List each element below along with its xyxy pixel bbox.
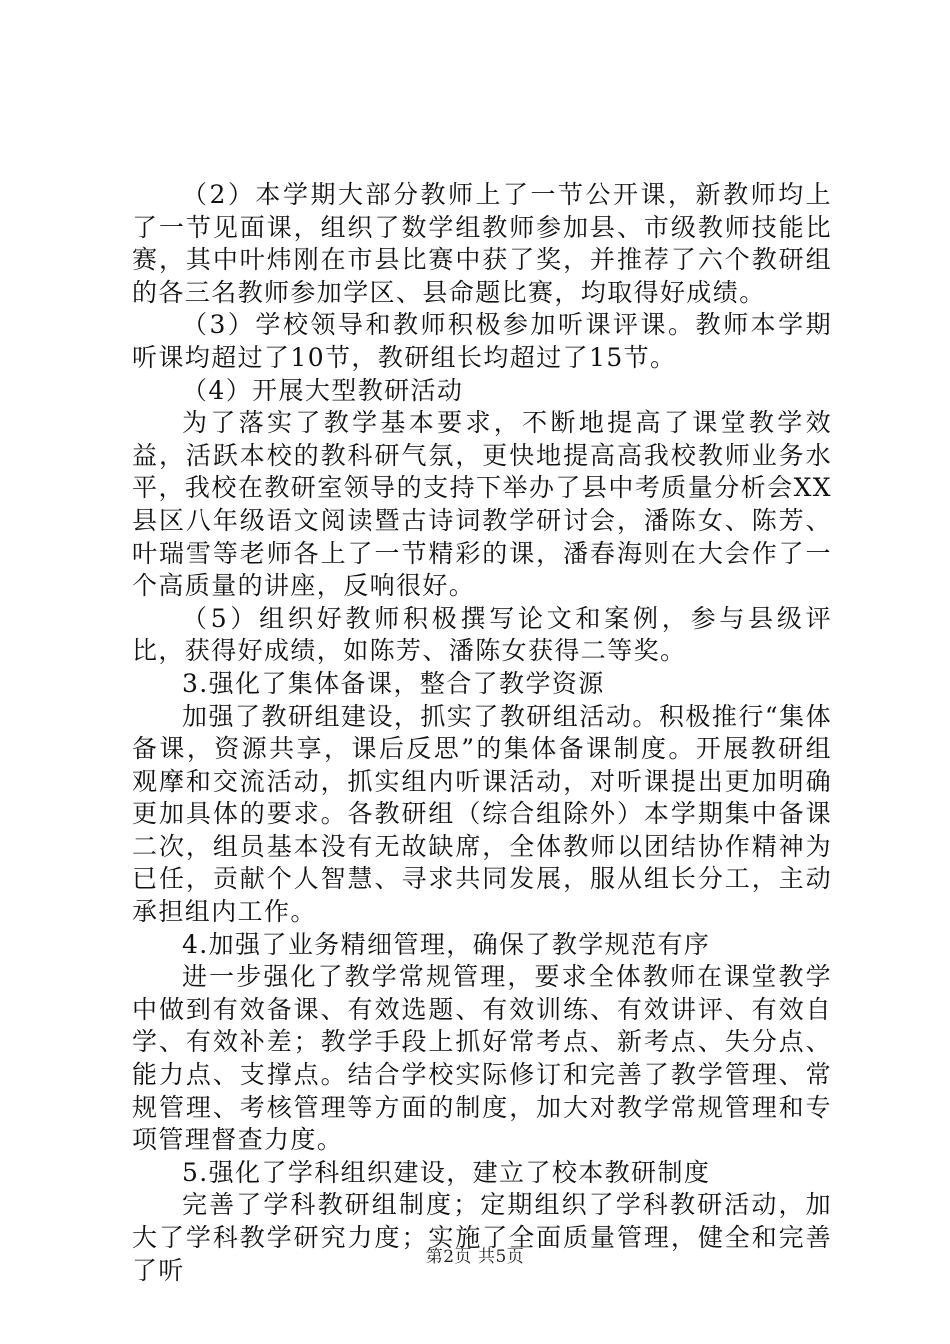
paragraph-papers-cases: （5）组织好教师积极撰写论文和案例，参与县级评比，获得好成绩，如陈芳、潘陈女获得二等奖。 <box>132 603 832 666</box>
page-number-footer: 第2页 共5页 <box>425 1247 525 1267</box>
paragraph-public-lessons: （2）本学期大部分教师上了一节公开课，新教师均上了一节见面课，组织了数学组教师参加县、市级教师技能比赛，其中叶炜刚在市县比赛中获了奖，并推荐了六个教研组的各三名教师参加学区、县命题比赛，均取得好成绩。 <box>132 180 832 307</box>
paragraph-heading-research-activities: （4）开展大型教研活动 <box>182 375 464 405</box>
paragraph-fine-management: 进一步强化了教学常规管理，要求全体教师在课堂教学中做到有效备课、有效选题、有效训练、有效讲评、有效自学、有效补差；教学手段上抓好常考点、新考点、失分点、能力点、支撑点。结合学校实际修订和完善了教学管理、常规管理、考核管理等方面的制度，加大对教学常规管理和专项管理督查力度。 <box>132 962 832 1155</box>
section-heading-subject-organization: 5.强化了学科组织建设，建立了校本教研制度 <box>182 1157 711 1187</box>
paragraph-collective-preparation: 加强了教研组建设，抓实了教研组活动。积极推行“集体备课，资源共享，课后反思”的集体备课制度。开展教研组观摩和交流活动，抓实组内听课活动，对听课提出更加明确更加具体的要求。各教研组（综合组除外）本学期集中备课二次，组员基本没有无故缺席，全体教师以团结协作精神为已任，贡献个人智慧、寻求共同发展，服从组长分工，主动承担组内工作。 <box>132 701 832 927</box>
section-heading-collective-preparation: 3.强化了集体备课，整合了教学资源 <box>182 668 605 698</box>
paragraph-lesson-observation: （3）学校领导和教师积极参加听课评课。教师本学期听课均超过了10节，教研组长均超过了15节。 <box>132 310 832 372</box>
paragraph-research-activities: 为了落实了教学基本要求，不断地提高了课堂教学效益，活跃本校的教科研气氛，更快地提高高我校教师业务水平，我校在教研室领导的支持下举办了县中考质量分析会XX县区八年级语文阅读暨古诗词教学研讨会，潘陈女、陈芳、叶瑞雪等老师各上了一节精彩的课，潘春海则在大会作了一个高质量的讲座，反响很好。 <box>132 408 832 601</box>
document-body <box>132 179 832 1287</box>
paragraph-subject-organization: 完善了学科教研组制度；定期组织了学科教研活动，加大了学科教学研究力度；实施了全面质量管理，健全和完善了听 <box>132 1190 832 1285</box>
section-heading-fine-management: 4.加强了业务精细管理，确保了教学规范有序 <box>182 929 711 959</box>
